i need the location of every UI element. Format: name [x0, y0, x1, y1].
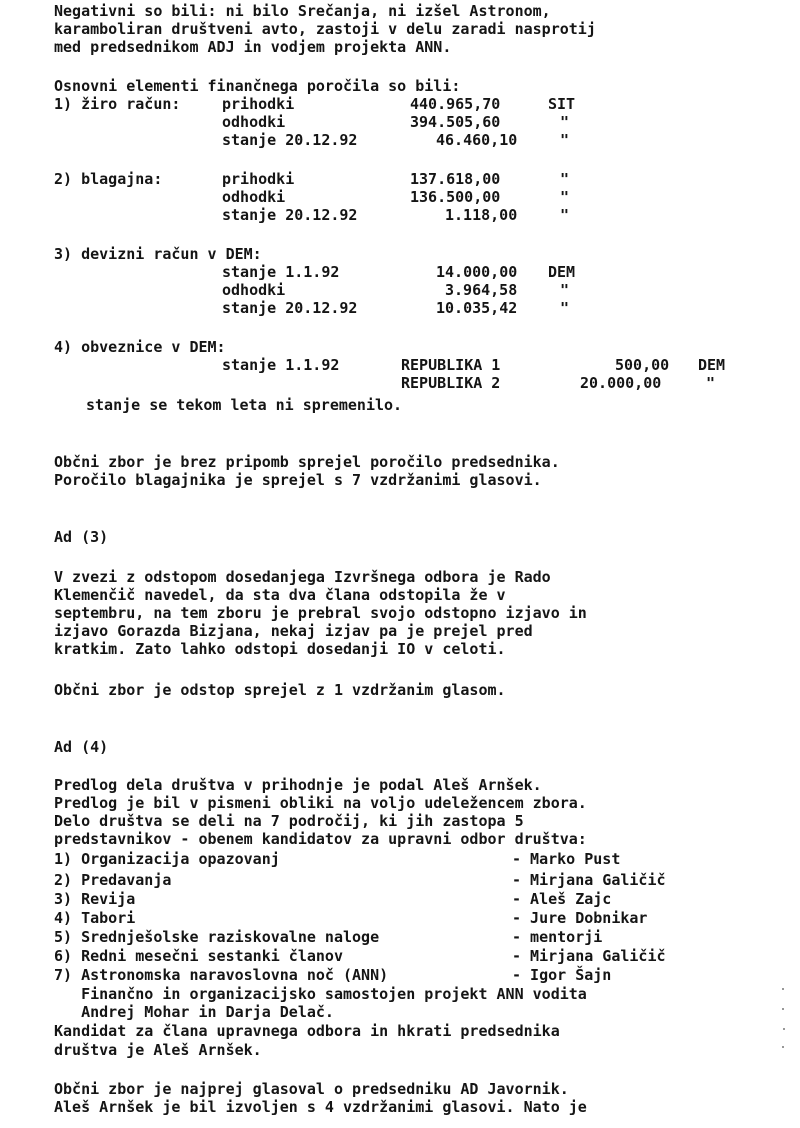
- obveznice-unit: DEM: [698, 356, 726, 374]
- ann-note-line: Andrej Mohar in Darja Delač.: [54, 1003, 334, 1021]
- candidate-line: Kandidat za člana upravnega odbora in hkrati predsednika: [54, 1022, 560, 1040]
- area-person: - Mirjana Galičič: [512, 871, 666, 889]
- devizni-amount: 10.035,42: [436, 299, 518, 317]
- ad3-result: Občni zbor je odstop sprejel z 1 vzdržanim glasom.: [54, 681, 506, 699]
- devizni-item: odhodki: [222, 281, 286, 299]
- section-heading-ad4: Ad (4): [54, 738, 109, 756]
- area-person: - Marko Pust: [512, 850, 621, 868]
- area-item: 3) Revija: [54, 890, 136, 908]
- section-heading-ad3: Ad (3): [54, 528, 109, 546]
- ziro-amount: 440.965,70: [410, 95, 501, 113]
- obveznice-amount: 20.000,00: [580, 374, 662, 392]
- area-item: 7) Astronomska naravoslovna noč (ANN): [54, 966, 389, 984]
- area-person: - Jure Dobnikar: [512, 909, 648, 927]
- blagajna-amount: 136.500,00: [410, 188, 501, 206]
- area-item: 1) Organizacija opazovanj: [54, 850, 280, 868]
- area-item: 5) Srednješolske raziskovalne naloge: [54, 928, 380, 946]
- intro-line: karamboliran društveni avto, zastoji v delu zaradi nasprotij: [54, 20, 596, 38]
- devizni-unit: DEM: [548, 263, 576, 281]
- ad4-paragraph-line: Predlog je bil v pismeni obliki na voljo udeležencem zbora.: [54, 794, 587, 812]
- area-item: 6) Redni mesečni sestanki članov: [54, 947, 343, 965]
- obveznice-name: REPUBLIKA 1: [401, 356, 501, 374]
- devizni-amount: 3.964,58: [445, 281, 518, 299]
- approval-line: Občni zbor je brez pripomb sprejel poročilo predsednika.: [54, 453, 560, 471]
- ad3-paragraph-line: kratkim. Zato lahko odstopi dosedanji IO v celoti.: [54, 640, 506, 658]
- ziro-label: 1) žiro račun:: [54, 95, 181, 113]
- ziro-unit: ": [560, 113, 570, 131]
- area-person: - Igor Šajn: [512, 966, 612, 984]
- blagajna-unit: ": [560, 188, 570, 206]
- candidate-line: društva je Aleš Arnšek.: [54, 1041, 262, 1059]
- ziro-item: stanje 20.12.92: [222, 131, 358, 149]
- devizni-item: stanje 20.12.92: [222, 299, 358, 317]
- area-person: - Mirjana Galičič: [512, 947, 666, 965]
- blagajna-item: odhodki: [222, 188, 286, 206]
- intro-line: med predsednikom ADJ in vodjem projekta ANN.: [54, 38, 452, 56]
- ad4-paragraph-line: Predlog dela društva v prihodnje je podal Aleš Arnšek.: [54, 776, 542, 794]
- devizni-unit: ": [560, 281, 570, 299]
- obveznice-unit: ": [706, 374, 716, 392]
- ad3-paragraph-line: Klemenčič navedel, da sta dva člana odstopila že v: [54, 586, 506, 604]
- ad3-paragraph-line: septembru, na tem zboru je prebral svojo odstopno izjavo in: [54, 604, 587, 622]
- area-person: - mentorji: [512, 928, 603, 946]
- ziro-amount: 46.460,10: [436, 131, 518, 149]
- obveznice-amount: 500,00: [615, 356, 670, 374]
- ad4-paragraph-line: predstavnikov - obenem kandidatov za upravni odbor društva:: [54, 830, 587, 848]
- ad3-paragraph-line: V zvezi z odstopom dosedanjega Izvršnega odbora je Rado: [54, 568, 551, 586]
- ad4-paragraph-line: Delo društva se deli na 7 področij, ki jih zastopa 5: [54, 812, 524, 830]
- devizni-label: 3) devizni račun v DEM:: [54, 245, 262, 263]
- blagajna-unit: ": [560, 170, 570, 188]
- blagajna-unit: ": [560, 206, 570, 224]
- blagajna-item: stanje 20.12.92: [222, 206, 358, 224]
- devizni-unit: ": [560, 299, 570, 317]
- final-line: Aleš Arnšek je bil izvoljen s 4 vzdržanimi glasovi. Nato je: [54, 1098, 587, 1116]
- ziro-unit: ": [560, 131, 570, 149]
- intro-line: Negativni so bili: ni bilo Srečanja, ni izšel Astronom,: [54, 2, 551, 20]
- ziro-unit: SIT: [548, 95, 576, 113]
- ziro-amount: 394.505,60: [410, 113, 501, 131]
- area-item: 2) Predavanja: [54, 871, 172, 889]
- obveznice-note: stanje se tekom leta ni spremenilo.: [86, 396, 403, 414]
- ziro-item: odhodki: [222, 113, 286, 131]
- ad3-paragraph-line: izjavo Gorazda Bizjana, nekaj izjav pa je prejel pred: [54, 622, 533, 640]
- approval-line: Poročilo blagajnika je sprejel s 7 vzdržanimi glasovi.: [54, 471, 542, 489]
- finance-heading: Osnovni elementi finančnega poročila so bili:: [54, 77, 461, 95]
- devizni-item: stanje 1.1.92: [222, 263, 340, 281]
- ann-note-line: Finančno in organizacijsko samostojen projekt ANN vodita: [54, 985, 587, 1003]
- blagajna-amount: 137.618,00: [410, 170, 501, 188]
- obveznice-state: stanje 1.1.92: [222, 356, 340, 374]
- blagajna-amount: 1.118,00: [445, 206, 518, 224]
- devizni-amount: 14.000,00: [436, 263, 518, 281]
- ziro-item: prihodki: [222, 95, 295, 113]
- obveznice-label: 4) obveznice v DEM:: [54, 338, 226, 356]
- area-item: 4) Tabori: [54, 909, 136, 927]
- area-person: - Aleš Zajc: [512, 890, 612, 908]
- obveznice-name: REPUBLIKA 2: [401, 374, 501, 392]
- final-line: Občni zbor je najprej glasoval o predsedniku AD Javornik.: [54, 1080, 569, 1098]
- blagajna-item: prihodki: [222, 170, 295, 188]
- blagajna-label: 2) blagajna:: [54, 170, 163, 188]
